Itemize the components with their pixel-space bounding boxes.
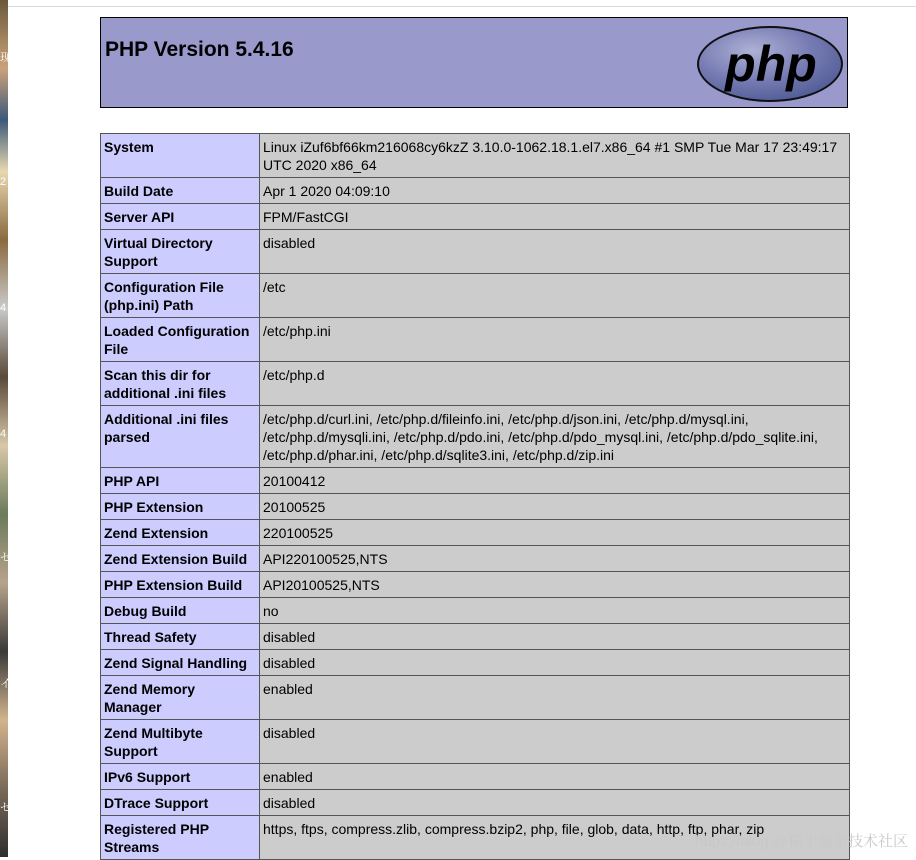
setting-value: enabled [260, 764, 850, 790]
table-row [101, 676, 850, 720]
table-row [101, 572, 850, 598]
table-row [101, 598, 850, 624]
table-row [101, 520, 850, 546]
browser-top-border [0, 6, 916, 7]
setting-value: disabled [260, 230, 850, 274]
table-row [101, 790, 850, 816]
table-row [101, 178, 850, 204]
phpinfo-table [100, 133, 850, 860]
strip-mark: セ [0, 802, 11, 814]
setting-name: Thread Safety [101, 624, 260, 650]
setting-value: disabled [260, 720, 850, 764]
setting-name: Build Date [101, 178, 260, 204]
strip-mark: イ [0, 678, 11, 690]
setting-name: PHP Extension [101, 494, 260, 520]
setting-name: Zend Extension Build [101, 546, 260, 572]
setting-value: /etc/php.d [260, 362, 850, 406]
setting-name: Zend Signal Handling [101, 650, 260, 676]
table-row [101, 134, 850, 178]
table-row [101, 274, 850, 318]
setting-value: API20100525,NTS [260, 572, 850, 598]
table-row [101, 406, 850, 468]
setting-value: /etc/php.ini [260, 318, 850, 362]
setting-value: FPM/FastCGI [260, 204, 850, 230]
setting-name: DTrace Support [101, 790, 260, 816]
strip-mark: 现 [0, 52, 11, 64]
table-row [101, 494, 850, 520]
setting-name: Zend Multibyte Support [101, 720, 260, 764]
setting-value: https, ftps, compress.zlib, compress.bzip2, php, file, glob, data, http, ftp, phar, zip [260, 816, 850, 860]
setting-name: Additional .ini files parsed [101, 406, 260, 468]
table-row [101, 720, 850, 764]
setting-value: 20100412 [260, 468, 850, 494]
setting-value: 220100525 [260, 520, 850, 546]
setting-value: no [260, 598, 850, 624]
setting-name: IPv6 Support [101, 764, 260, 790]
table-row [101, 318, 850, 362]
table-row [101, 362, 850, 406]
table-row [101, 650, 850, 676]
php-logo-icon[interactable] [695, 24, 845, 104]
page-title: PHP Version 5.4.16 [105, 38, 294, 61]
setting-name: Debug Build [101, 598, 260, 624]
table-row [101, 230, 850, 274]
setting-value: Apr 1 2020 04:09:10 [260, 178, 850, 204]
setting-value: disabled [260, 624, 850, 650]
setting-name: Zend Extension [101, 520, 260, 546]
table-row [101, 468, 850, 494]
table-row [101, 546, 850, 572]
setting-value: disabled [260, 650, 850, 676]
setting-value: disabled [260, 790, 850, 816]
strip-mark: 2 [0, 176, 7, 188]
setting-name: Registered PHP Streams [101, 816, 260, 860]
setting-value: 20100525 [260, 494, 850, 520]
watermark: https://blog.@稀土掘金技术社区 [695, 833, 908, 850]
setting-value: API220100525,NTS [260, 546, 850, 572]
strip-mark: セ [0, 552, 11, 564]
setting-value: enabled [260, 676, 850, 720]
table-row [101, 624, 850, 650]
setting-name: Virtual Directory Support [101, 230, 260, 274]
setting-name: PHP Extension Build [101, 572, 260, 598]
setting-name: System [101, 134, 260, 178]
setting-name: Scan this dir for additional .ini files [101, 362, 260, 406]
setting-value: /etc [260, 274, 850, 318]
table-row [101, 764, 850, 790]
setting-name: Configuration File (php.ini) Path [101, 274, 260, 318]
setting-name: PHP API [101, 468, 260, 494]
setting-name: Zend Memory Manager [101, 676, 260, 720]
setting-name: Loaded Configuration File [101, 318, 260, 362]
strip-mark: 4 [0, 302, 7, 314]
phpinfo-header [100, 17, 848, 108]
setting-name: Server API [101, 204, 260, 230]
setting-value: /etc/php.d/curl.ini, /etc/php.d/fileinfo.ini, /etc/php.d/json.ini, /etc/php.d/mysql.ini, /etc/php.d/mysqli.ini, /etc/php.d/pdo.ini, /etc/php.d/pdo_mysql.ini, /etc/php.d/pdo_sqlite.ini, /etc/php.d/phar.ini, /etc/php.d/sqlite3.ini, /etc/php.d/zip.ini [260, 406, 850, 468]
setting-value: Linux iZuf6bf66km216068cy6kzZ 3.10.0-1062.18.1.el7.x86_64 #1 SMP Tue Mar 17 23:49:17 UTC 2020 x86_64 [260, 134, 850, 178]
php-logo-text: php [725, 36, 817, 92]
left-background-strip [0, 0, 11, 857]
table-row [101, 204, 850, 230]
strip-mark: 4 [0, 428, 7, 440]
